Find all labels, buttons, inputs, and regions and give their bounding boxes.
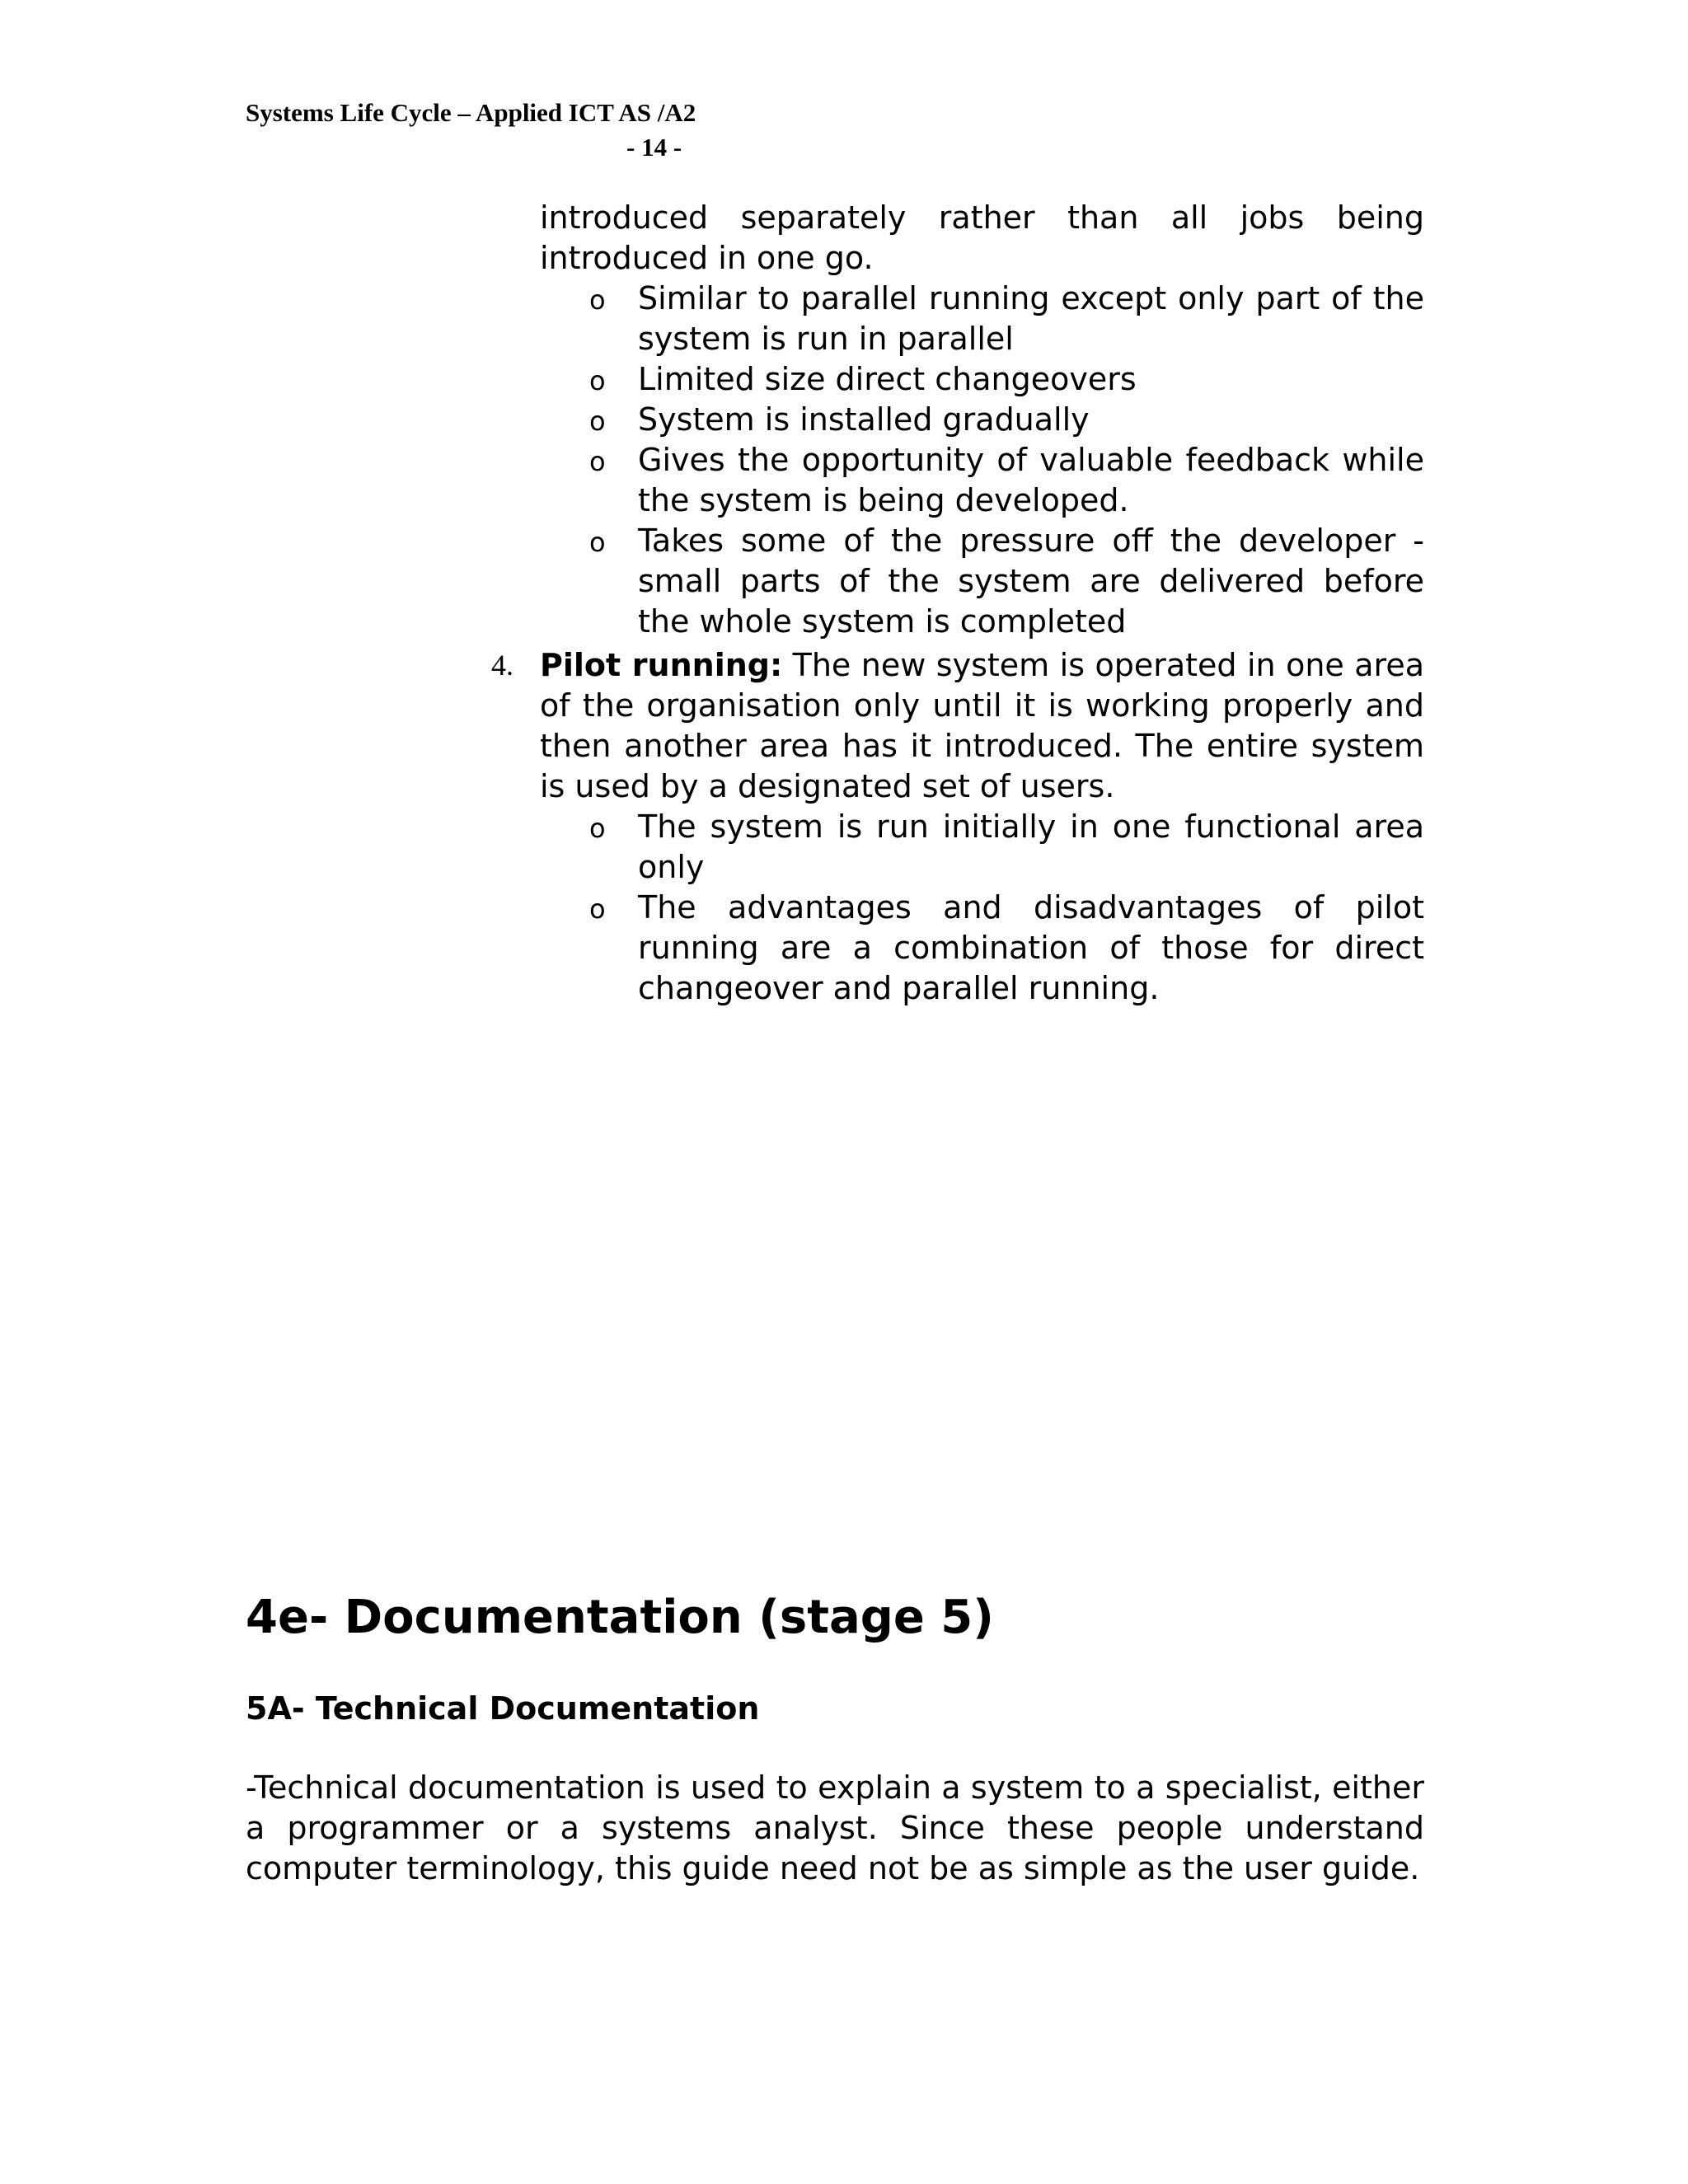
bullet-marker: o — [589, 284, 606, 316]
bullet-marker: o — [589, 405, 606, 437]
bullet-text: The system is run initially in one functional area only — [638, 808, 1424, 885]
bullet-marker: o — [589, 893, 606, 925]
sub-heading: 5A- Technical Documentation — [246, 1690, 760, 1727]
bullet-text: Similar to parallel running except only part of the system is run in parallel — [638, 280, 1424, 357]
pilot-running-description: The new system is operated in one area of the organisation only until it is working properly and then another area has it introduced. The entire system is used by a designated set of users. — [540, 647, 1425, 804]
bullet-text: Limited size direct changeovers — [638, 361, 1137, 397]
list-item — [540, 888, 1424, 1009]
bullet-marker: o — [589, 527, 606, 558]
bullet-text: Takes some of the pressure off the developer - small parts of the system are delivered before the whole system is completed — [638, 523, 1424, 640]
list-item — [540, 440, 1424, 521]
list-number: 4. — [491, 649, 513, 682]
bullet-text: System is installed gradually — [638, 401, 1090, 438]
list-item — [540, 279, 1424, 359]
pilot-running-text — [540, 645, 1424, 807]
list-item — [540, 359, 1424, 400]
bullet-text: The advantages and disadvantages of pilot running are a combination of those for direct changeover and parallel running. — [638, 889, 1424, 1006]
technical-documentation-paragraph: -Technical documentation is used to explain a system to a specialist, either a programmer or a systems analyst. Since these people understand computer terminology, this guide need not be as simple as the user guide. — [246, 1769, 1424, 1886]
bullet-marker: o — [589, 446, 606, 477]
section-heading: 4e- Documentation (stage 5) — [246, 1591, 994, 1644]
bullet-marker: o — [589, 813, 606, 844]
list-item — [540, 521, 1424, 642]
list-item — [540, 807, 1424, 888]
page-header-title: Systems Life Cycle – Applied ICT AS /A2 — [246, 98, 696, 127]
list-item — [540, 400, 1424, 440]
pilot-running-term: Pilot running: — [540, 647, 783, 683]
pilot-running-item — [491, 645, 1424, 807]
continued-paragraph: introduced separately rather than all jobs being introduced in one go. — [540, 199, 1424, 276]
bullet-marker: o — [589, 365, 606, 396]
bullet-text: Gives the opportunity of valuable feedback while the system is being developed. — [638, 442, 1424, 518]
page-number: - 14 - — [626, 133, 682, 162]
pilot-bullet-list — [540, 807, 1424, 1009]
phased-bullet-list — [540, 279, 1424, 642]
